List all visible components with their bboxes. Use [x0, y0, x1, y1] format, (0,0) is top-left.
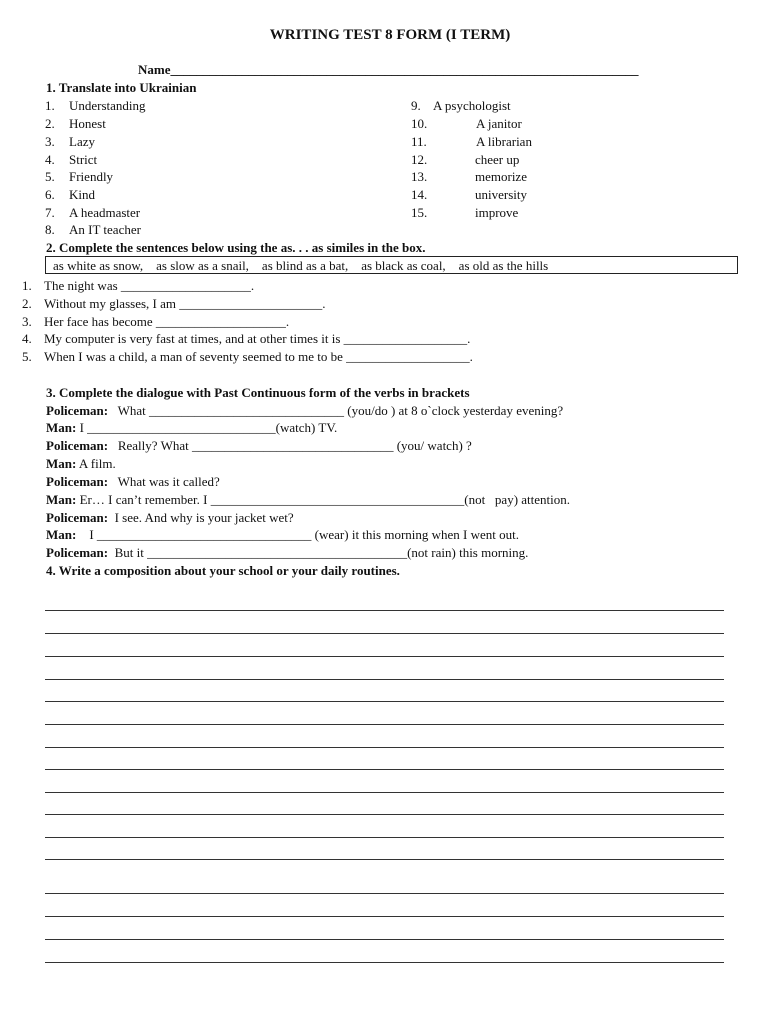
vocab-item: 13. memorize: [411, 169, 527, 184]
sentence-item[interactable]: 3. Her face has become ____________________.: [22, 314, 290, 329]
page-title: WRITING TEST 8 FORM (I TERM): [269, 27, 511, 43]
section2-heading: 2. Complete the sentences below using the as. . . as similes in the box.: [46, 240, 426, 255]
vocab-item: 11. A librarian: [411, 134, 532, 149]
similes-text: as white as snow, as slow as a snail, as blind as a bat, as black as coal, as old as the hills: [53, 258, 549, 273]
vocab-item: 2. Honest: [45, 116, 106, 131]
name-line[interactable]: Name________________________________________________________________________: [138, 62, 639, 77]
vocab-item: 9. A psychologist: [411, 98, 511, 113]
writing-line[interactable]: [45, 633, 724, 634]
sentence-item[interactable]: 4. My computer is very fast at times, and at other times it is ___________________.: [22, 331, 471, 346]
section3-heading: 3. Complete the dialogue with Past Continuous form of the verbs in brackets: [46, 385, 470, 400]
dialogue-line[interactable]: Policeman: But it ________________________________________(not rain) this morning.: [46, 545, 529, 560]
dialogue-line[interactable]: Policeman: What ______________________________ (you/do ) at 8 o`clock yesterday evening?: [46, 403, 564, 418]
writing-line[interactable]: [45, 610, 724, 611]
vocab-item: 3. Lazy: [45, 134, 95, 149]
dialogue-line[interactable]: Man: I _________________________________ (wear) it this morning when I went out.: [46, 527, 520, 542]
writing-line[interactable]: [45, 962, 724, 963]
dialogue-line: Policeman: What was it called?: [46, 474, 220, 489]
writing-line[interactable]: [45, 939, 724, 940]
sentence-item[interactable]: 1. The night was ____________________.: [22, 278, 255, 293]
writing-line[interactable]: [45, 724, 724, 725]
dialogue-line: Man: A film.: [46, 456, 116, 471]
writing-line[interactable]: [45, 747, 724, 748]
vocab-item: 14. university: [411, 187, 527, 202]
vocab-item: 5. Friendly: [45, 169, 114, 184]
sentence-item[interactable]: 2. Without my glasses, I am ______________________.: [22, 296, 326, 311]
section4-heading: 4. Write a composition about your school or your daily routines.: [46, 563, 400, 578]
vocab-item: 6. Kind: [45, 187, 95, 202]
writing-line[interactable]: [45, 814, 724, 815]
writing-line[interactable]: [45, 656, 724, 657]
dialogue-line[interactable]: Policeman: Really? What _______________________________ (you/ watch) ?: [46, 438, 472, 453]
writing-line[interactable]: [45, 859, 724, 860]
writing-line[interactable]: [45, 701, 724, 702]
vocab-item: 1. Understanding: [45, 98, 146, 113]
dialogue-line[interactable]: Man: Er… I can’t remember. I _______________________________________(not pay) attention.: [46, 492, 571, 507]
writing-line[interactable]: [45, 792, 724, 793]
writing-line[interactable]: [45, 916, 724, 917]
vocab-item: 10. A janitor: [411, 116, 522, 131]
vocab-item: 4. Strict: [45, 152, 98, 167]
sentence-item[interactable]: 5. When I was a child, a man of seventy seemed to me to be ___________________.: [22, 349, 473, 364]
similes-box: [45, 256, 738, 274]
writing-line[interactable]: [45, 679, 724, 680]
vocab-item: 15. improve: [411, 205, 519, 220]
dialogue-line[interactable]: Man: I _____________________________(watch) TV.: [46, 420, 338, 435]
vocab-item: 7. A headmaster: [45, 205, 141, 220]
writing-line[interactable]: [45, 769, 724, 770]
section1-heading: 1. Translate into Ukrainian: [46, 80, 197, 95]
vocab-item: 8. An IT teacher: [45, 222, 141, 237]
writing-line[interactable]: [45, 837, 724, 838]
writing-line[interactable]: [45, 893, 724, 894]
dialogue-line: Policeman: I see. And why is your jacket wet?: [46, 510, 294, 525]
vocab-item: 12. cheer up: [411, 152, 520, 167]
